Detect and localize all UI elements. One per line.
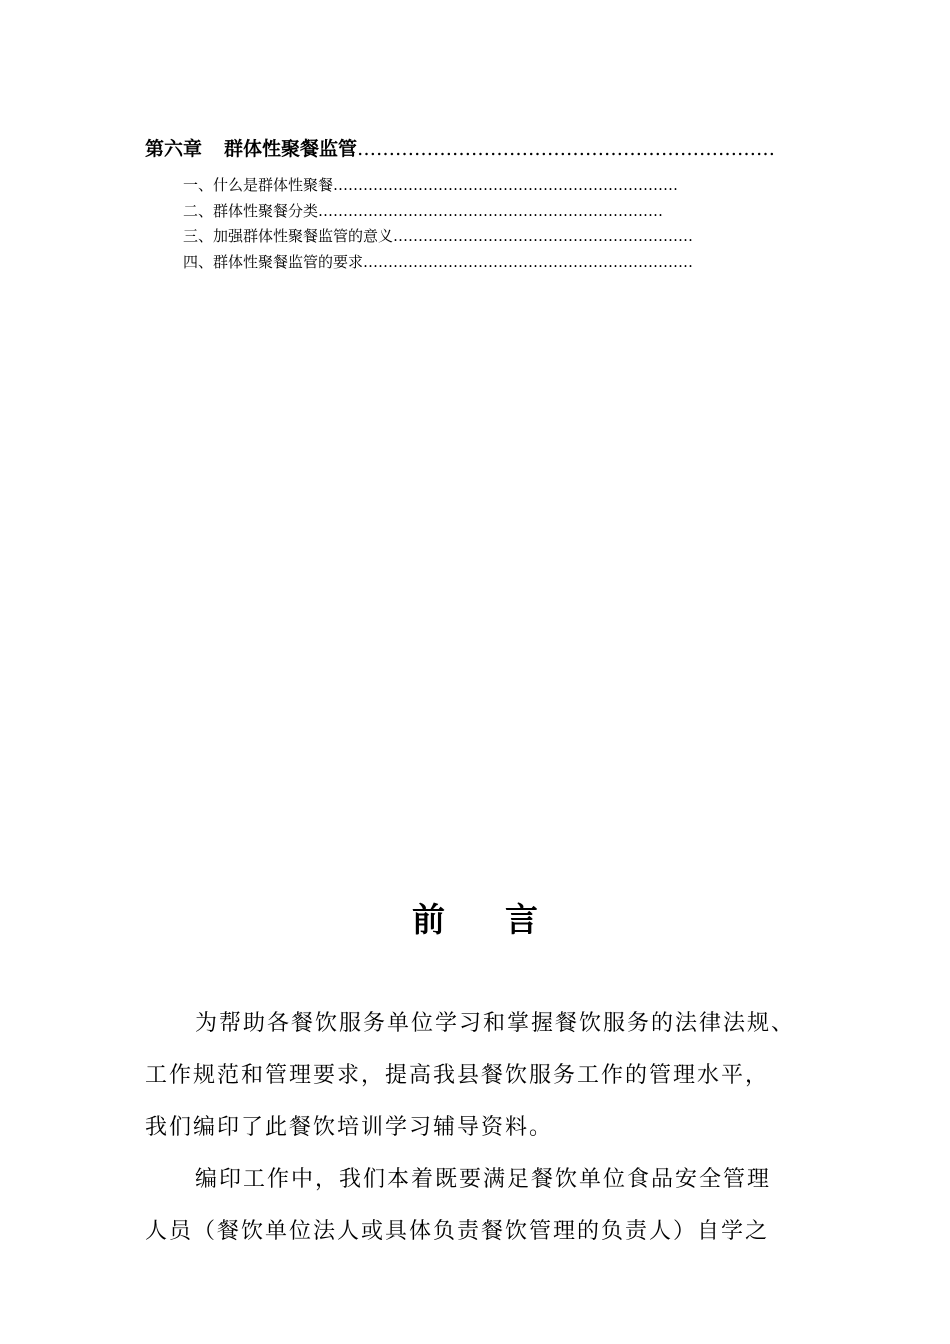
toc-item: [183, 224, 823, 250]
preface-title-left: 前: [412, 900, 445, 939]
preface-title-right: 言: [505, 900, 538, 939]
toc-chapter-title: 群体性聚餐监管: [224, 138, 358, 160]
preface-line: 我们编印了此餐饮培训学习辅导资料。: [145, 1115, 554, 1140]
toc-item-leader: ……………………………………………………………: [333, 176, 679, 194]
toc-list: [183, 173, 823, 275]
toc-item-label: 二、群体性聚餐分类: [183, 201, 319, 220]
toc-chapter-leader: …………………………………………………………: [357, 138, 776, 160]
toc-item-leader: ……………………………………………………………: [318, 201, 664, 220]
toc-item: [183, 173, 823, 199]
preface-line: 工作规范和管理要求，提高我县餐饮服务工作的管理水平，: [145, 1063, 770, 1088]
toc-chapter-number: 第六章: [145, 138, 203, 160]
preface-body: [145, 998, 850, 1258]
toc-item-label: 三、加强群体性聚餐监管的意义: [183, 227, 394, 245]
toc-item-label: 一、什么是群体性聚餐: [183, 176, 334, 194]
toc-item-leader: ……………………………………………………: [393, 227, 694, 245]
toc-item: [183, 250, 823, 276]
toc-item-leader: …………………………………………………………: [363, 252, 694, 271]
preface-line: 编印工作中，我们本着既要满足餐饮单位食品安全管理: [195, 1167, 772, 1192]
toc-chapter-heading: [145, 136, 825, 162]
preface-line: 人员（餐饮单位法人或具体负责餐饮管理的负责人）自学之: [145, 1219, 770, 1244]
toc-item: [183, 199, 823, 225]
toc-item-label: 四、群体性聚餐监管的要求: [183, 252, 364, 271]
preface-line: 为帮助各餐饮服务单位学习和掌握餐饮服务的法律法规、: [195, 1011, 796, 1036]
preface-title: [0, 895, 950, 945]
